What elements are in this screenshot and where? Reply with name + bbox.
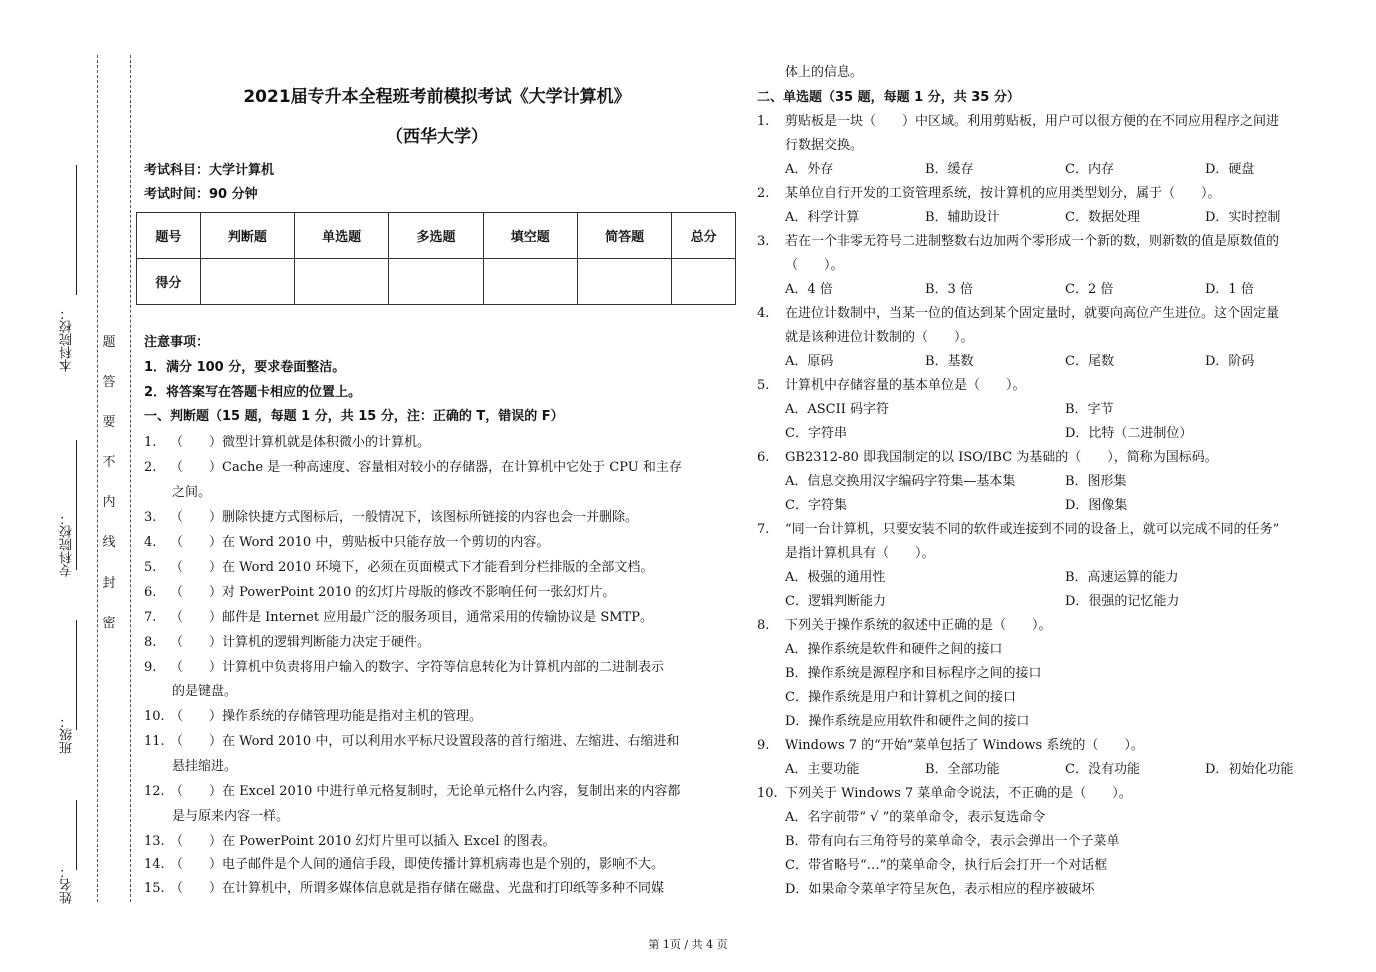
question-number: 6. [757, 450, 770, 465]
score-header-cell: 多选题 [389, 213, 483, 259]
answer-option: A．操作系统是软件和硬件之间的接口 [785, 642, 1003, 657]
true-false-question [144, 734, 679, 750]
question-number: 12. [144, 784, 165, 799]
answer-option: C．带省略号“…”的菜单命令，执行后会打开一个对话框 [785, 858, 1108, 873]
answer-option: A．极强的通用性 [785, 570, 886, 585]
question-text: （ ）电子邮件是个人间的通信手段，即使传播计算机病毒也是个别的，影响不大。 [170, 857, 665, 872]
answer-option: B．字节 [1065, 402, 1114, 417]
true-false-question [144, 834, 556, 850]
name-underline [76, 800, 78, 870]
question-text: 是与原来内容一样。 [172, 809, 290, 824]
carry-over-line: 体上的信息。 [785, 65, 864, 80]
question-number: 2. [757, 186, 770, 201]
question-number: 2. [144, 460, 157, 475]
answer-option: D．初始化功能 [1205, 762, 1294, 777]
question-text: （ ）计算机的逻辑判断能力决定于硬件。 [170, 635, 431, 650]
notes-title: 注意事项： [144, 335, 210, 350]
answer-option: A．原码 [785, 354, 834, 369]
score-header-cell: 题号 [137, 213, 201, 259]
answer-option: B．辅助设计 [925, 210, 1000, 225]
answer-option: C．没有功能 [1065, 762, 1140, 777]
answer-option: D．硬盘 [1205, 162, 1255, 177]
question-continuation: 是指计算机具有（ ）。 [785, 546, 935, 561]
seal-char: 不 [102, 455, 116, 470]
answer-option: C．字符集 [785, 498, 847, 513]
seal-char: 密 [102, 616, 116, 631]
question-continuation [172, 809, 289, 825]
score-cell[interactable] [200, 259, 294, 305]
answer-option: B．基数 [925, 354, 974, 369]
question-text: （ ）在 PowerPoint 2010 幻灯片里可以插入 Excel 的图表。 [170, 834, 556, 849]
seal-char: 内 [102, 495, 116, 510]
question-text: （ ）删除快捷方式图标后，一般情况下，该图标所链接的内容也会一并删除。 [170, 510, 639, 525]
true-false-question [144, 535, 549, 551]
question-text: （ ）在计算机中，所谓多媒体信息就是指存储在磁盘、光盘和打印纸等多种不同媒 [170, 881, 665, 896]
question-number: 3. [757, 234, 770, 249]
answer-option: B．高速运算的能力 [1065, 570, 1179, 585]
question-text: （ ）对 PowerPoint 2010 的幻灯片母版的修改不影响任何一张幻灯片。 [170, 585, 616, 600]
question-number: 7. [144, 610, 157, 625]
true-false-question [144, 635, 430, 651]
answer-option: D．实时控制 [1205, 210, 1281, 225]
score-table-score-row [137, 259, 736, 305]
answer-option: C．字符串 [785, 426, 847, 441]
score-header-cell: 单选题 [294, 213, 388, 259]
exam-time: 考试时间：90 分钟 [144, 187, 258, 202]
section2-title: 二、单选题（35 题，每题 1 分，共 35 分） [757, 90, 1020, 105]
answer-option: D．1 倍 [1205, 282, 1254, 297]
question-stem: GB2312-80 即我国制定的以 ISO/IBC 为基础的（ ），简称为国标码。 [785, 450, 1218, 465]
true-false-question [144, 610, 653, 626]
page-footer: 第 1页 / 共 4 页 [648, 938, 728, 951]
answer-option: D．阶码 [1205, 354, 1255, 369]
question-text: （ ）邮件是 Internet 应用最广泛的服务项目，通常采用的传输协议是 SMTP。 [170, 610, 653, 625]
question-stem: 若在一个非零无符号二进制整数右边加两个零形成一个新的数，则新数的值是原数值的 [785, 234, 1280, 249]
seal-char: 题 [102, 335, 116, 350]
answer-option: A．主要功能 [785, 762, 860, 777]
answer-option: D．比特（二进制位） [1065, 426, 1193, 441]
question-number: 14. [144, 857, 165, 872]
true-false-question [144, 435, 430, 451]
question-continuation [172, 485, 211, 501]
question-number: 3. [144, 510, 157, 525]
question-stem: 在进位计数制中，当某一位的值达到某个固定量时，就要向高位产生进位。这个固定量 [785, 306, 1280, 321]
question-text: （ ）在 Word 2010 环境下，必须在页面模式下才能看到分栏排版的全部文档。 [170, 560, 654, 575]
seal-char: 线 [102, 535, 116, 550]
university-label: 本科院校： [60, 307, 75, 372]
seal-char: 要 [102, 415, 116, 430]
true-false-question [144, 660, 664, 676]
answer-option: B．全部功能 [925, 762, 1000, 777]
question-number: 8. [144, 635, 157, 650]
question-number: 1. [144, 435, 157, 450]
answer-option: A．名字前带“ √ ”的菜单命令，表示复选命令 [785, 810, 1046, 825]
exam-subject: 考试科目：大学计算机 [144, 163, 275, 178]
question-number: 1. [757, 114, 770, 129]
score-cell[interactable] [294, 259, 388, 305]
question-text: 之间。 [172, 485, 212, 500]
answer-option: C．数据处理 [1065, 210, 1140, 225]
question-text: （ ）Cache 是一种高速度、容量相对较小的存储器，在计算机中它处于 CPU 和主存 [170, 460, 682, 475]
binding-line-inner [130, 55, 131, 902]
answer-option: A．科学计算 [785, 210, 860, 225]
note-item: 2．将答案写在答题卡相应的位置上。 [144, 385, 362, 400]
seal-char: 答 [102, 375, 116, 390]
answer-option: C．逻辑判断能力 [785, 594, 886, 609]
class-underline [76, 620, 78, 730]
seal-char: 封 [102, 576, 116, 591]
question-number: 5. [144, 560, 157, 575]
question-stem: 剪贴板是一块（ ）中区域。利用剪贴板，用户可以很方便的在不同应用程序之间进 [785, 114, 1280, 129]
score-cell[interactable] [483, 259, 577, 305]
class-label: 班级： [60, 715, 75, 754]
question-number: 5. [757, 378, 770, 393]
score-header-cell: 填空题 [483, 213, 577, 259]
question-stem: Windows 7 的“开始”菜单包括了 Windows 系统的（ ）。 [785, 738, 1144, 753]
score-cell[interactable] [389, 259, 483, 305]
answer-option: A．外存 [785, 162, 834, 177]
question-text: （ ）在 Word 2010 中，剪贴板中只能存放一个剪切的内容。 [170, 535, 550, 550]
answer-option: C．2 倍 [1065, 282, 1114, 297]
true-false-question [144, 560, 653, 576]
answer-option: B．带有向右三角符号的菜单命令，表示会弹出一个子菜单 [785, 834, 1120, 849]
question-continuation [172, 759, 237, 775]
true-false-question [144, 857, 664, 873]
answer-option: B．图形集 [1065, 474, 1127, 489]
note-item: 1．满分 100 分，要求卷面整洁。 [144, 360, 346, 375]
answer-option: B．3 倍 [925, 282, 973, 297]
question-number: 7. [757, 522, 770, 537]
college-label: 专科院校： [60, 512, 75, 577]
true-false-question [144, 585, 615, 601]
exam-subtitle: （西华大学） [386, 127, 488, 147]
answer-option: C．操作系统是用户和计算机之间的接口 [785, 690, 1016, 705]
score-table [136, 212, 736, 305]
score-cell[interactable] [577, 259, 671, 305]
question-text: 的是键盘。 [172, 684, 238, 699]
true-false-question [144, 709, 482, 725]
question-stem: 计算机中存储容量的基本单位是（ ）。 [785, 378, 1026, 393]
question-continuation [172, 684, 237, 700]
question-number: 6. [144, 585, 157, 600]
question-number: 4. [757, 306, 770, 321]
score-header-cell: 判断题 [200, 213, 294, 259]
university-underline [76, 165, 78, 295]
score-row-label: 得分 [137, 259, 201, 305]
answer-option: C．尾数 [1065, 354, 1114, 369]
score-header-cell: 简答题 [577, 213, 671, 259]
question-text: 悬挂缩进。 [172, 759, 238, 774]
answer-option: A．信息交换用汉字编码字符集—基本集 [785, 474, 1016, 489]
question-number: 10. [144, 709, 165, 724]
binding-line-outer [97, 55, 98, 902]
true-false-question [144, 510, 638, 526]
answer-option: B．操作系统是源程序和目标程序之间的接口 [785, 666, 1042, 681]
answer-option: D．图像集 [1065, 498, 1128, 513]
question-continuation: 就是该种进位计数制的（ ）。 [785, 330, 974, 345]
question-continuation: （ ）。 [785, 258, 844, 273]
answer-option: B．缓存 [925, 162, 974, 177]
true-false-question [144, 881, 664, 897]
question-text: （ ）操作系统的存储管理功能是指对主机的管理。 [170, 709, 483, 724]
section1-title: 一、判断题（15 题，每题 1 分，共 15 分，注：正确的 T，错误的 F） [144, 409, 564, 424]
question-text: （ ）计算机中负责将用户输入的数字、字符等信息转化为计算机内部的二进制表示 [170, 660, 665, 675]
question-text: （ ）微型计算机就是体积微小的计算机。 [170, 435, 431, 450]
question-text: （ ）在 Excel 2010 中进行单元格复制时，无论单元格什么内容，复制出来的内容都 [170, 784, 681, 799]
answer-option: A．ASCII 码字符 [785, 402, 890, 417]
answer-option: A．4 倍 [785, 282, 833, 297]
question-number: 10. [757, 786, 778, 801]
question-number: 11. [144, 734, 165, 749]
score-cell[interactable] [672, 259, 736, 305]
question-continuation: 行数据交换。 [785, 138, 864, 153]
question-stem: 某单位自行开发的工资管理系统，按计算机的应用类型划分，属于（ ）。 [785, 186, 1221, 201]
question-number: 4. [144, 535, 157, 550]
question-stem: 下列关于 Windows 7 菜单命令说法，不正确的是（ ）。 [785, 786, 1132, 801]
name-label: 姓名： [60, 865, 75, 904]
score-table-header-row [137, 213, 736, 259]
answer-option: D．很强的记忆能力 [1065, 594, 1180, 609]
true-false-question [144, 784, 680, 800]
true-false-question [144, 460, 682, 476]
question-stem: “同一台计算机，只要安装不同的软件或连接到不同的设备上，就可以完成不同的任务” [785, 522, 1280, 537]
question-number: 13. [144, 834, 165, 849]
exam-title: 2021届专升本全程班考前模拟考试《大学计算机》 [243, 87, 631, 107]
question-number: 8. [757, 618, 770, 633]
score-header-cell: 总分 [672, 213, 736, 259]
question-number: 15. [144, 881, 165, 896]
answer-option: D．如果命令菜单字符呈灰色，表示相应的程序被破坏 [785, 882, 1095, 897]
question-number: 9. [144, 660, 157, 675]
question-number: 9. [757, 738, 770, 753]
question-stem: 下列关于操作系统的叙述中正确的是（ ）。 [785, 618, 1052, 633]
question-text: （ ）在 Word 2010 中，可以利用水平标尺设置段落的首行缩进、左缩进、右缩进和 [170, 734, 680, 749]
answer-option: D．操作系统是应用软件和硬件之间的接口 [785, 714, 1030, 729]
answer-option: C．内存 [1065, 162, 1114, 177]
